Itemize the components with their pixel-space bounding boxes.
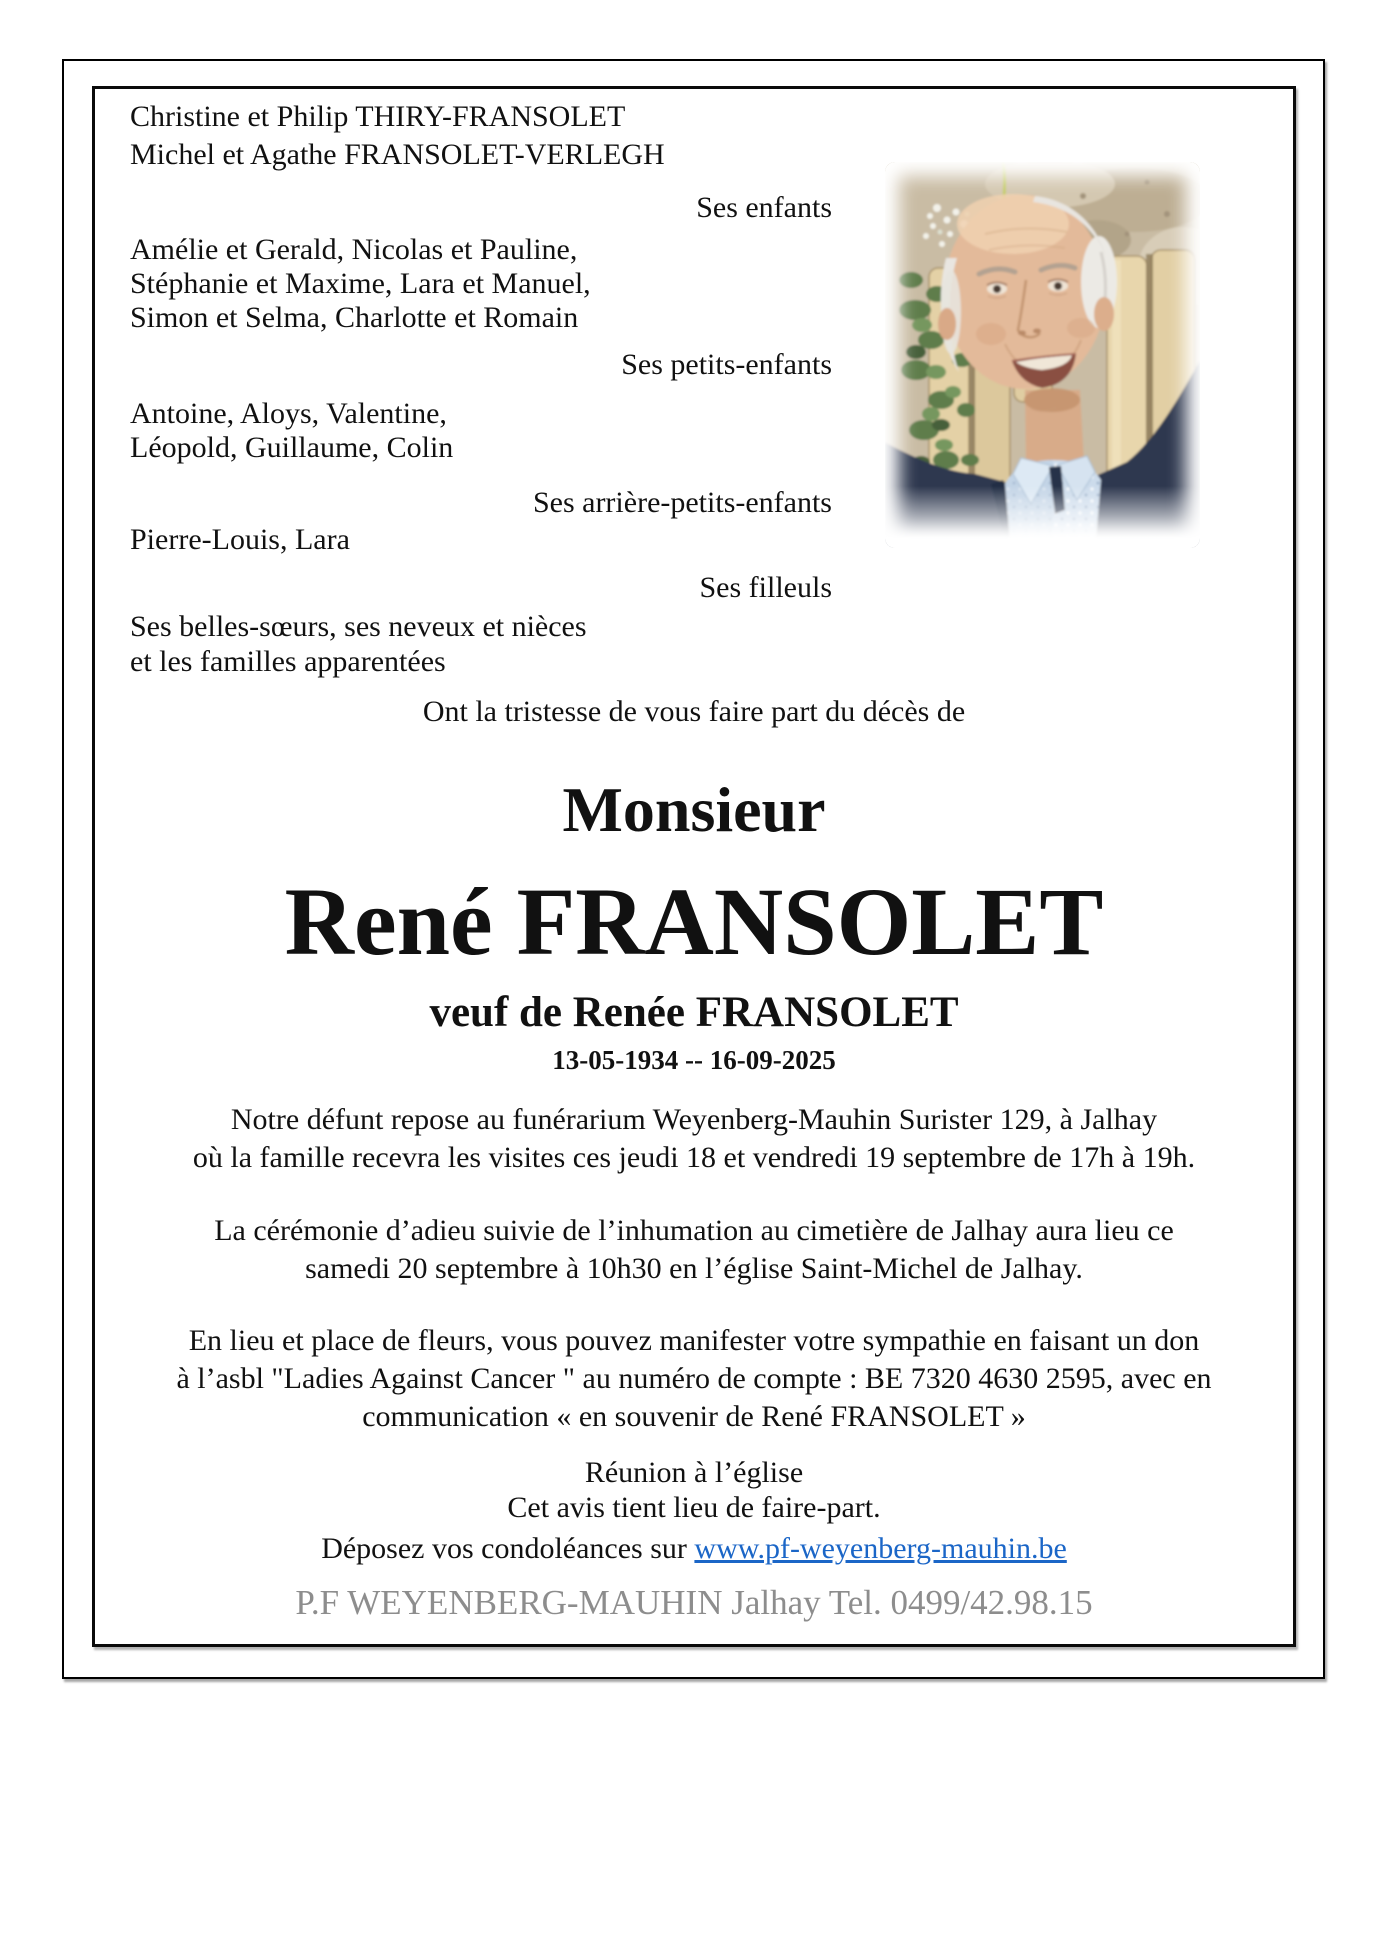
note-faire-part: Cet avis tient lieu de faire-part.	[507, 1491, 881, 1524]
paragraph-line: La cérémonie d’adieu suivie de l’inhumation au cimetière de Jalhay aura lieu ce	[214, 1214, 1174, 1247]
parents-line: Michel et Agathe FRANSOLET-VERLEGH	[130, 138, 665, 171]
deceased-portrait-illustration	[885, 162, 1200, 548]
parents-line: Christine et Philip THIRY-FRANSOLET	[130, 100, 626, 133]
deceased-photo	[885, 162, 1200, 548]
grandchildren-names	[130, 397, 453, 465]
paragraph-line: à l’asbl "Ladies Against Cancer " au numéro de compte : BE 7320 4630 2595, avec en	[176, 1362, 1212, 1395]
name-line: Pierre-Louis, Lara	[130, 523, 350, 556]
name-line: Simon et Selma, Charlotte et Romain	[130, 301, 579, 334]
children-names	[130, 233, 591, 335]
label-ses-enfants: Ses enfants	[696, 191, 832, 224]
name-line: et les familles apparentées	[130, 645, 446, 678]
deceased-title: Monsieur	[562, 774, 826, 845]
paragraph-ceremonie	[92, 1212, 1296, 1288]
paragraph-repose	[92, 1101, 1296, 1177]
name-line: Amélie et Gerald, Nicolas et Pauline,	[130, 233, 578, 266]
deceased-dates: 13-05-1934 -- 16-09-2025	[552, 1045, 836, 1075]
condolences-link[interactable]: www.pf-weyenberg-mauhin.be	[694, 1532, 1067, 1565]
condolences-line	[92, 1530, 1296, 1568]
name-line: Léopold, Guillaume, Colin	[130, 431, 454, 464]
extended-family-lines	[130, 609, 587, 679]
announcement-intro: Ont la tristesse de vous faire part du décès de	[422, 695, 966, 728]
great-grandchildren-names	[130, 523, 350, 557]
name-line: Stéphanie et Maxime, Lara et Manuel,	[130, 267, 591, 300]
paragraph-line: Notre défunt repose au funérarium Weyenberg-Mauhin Surister 129, à Jalhay	[230, 1103, 1158, 1136]
condolences-prefix: Déposez vos condoléances sur	[321, 1532, 695, 1565]
funeral-home-footer: P.F WEYENBERG-MAUHIN Jalhay Tel. 0499/42.98.15	[295, 1583, 1093, 1622]
label-ses-filleuls: Ses filleuls	[699, 571, 832, 604]
parents-block	[130, 98, 665, 174]
paragraph-line: où la famille recevra les visites ces jeudi 18 et vendredi 19 septembre de 17h à 19h.	[192, 1141, 1196, 1174]
paragraph-line: samedi 20 septembre à 10h30 en l’église Saint-Michel de Jalhay.	[305, 1252, 1083, 1285]
paragraph-line: En lieu et place de fleurs, vous pouvez manifester votre sympathie en faisant un don	[188, 1324, 1200, 1357]
paragraph-don	[92, 1322, 1296, 1436]
paragraph-line: communication « en souvenir de René FRANSOLET »	[362, 1400, 1026, 1433]
label-ses-petits-enfants: Ses petits-enfants	[621, 348, 832, 381]
note-reunion: Réunion à l’église	[584, 1456, 804, 1489]
deceased-widower-line: veuf de Renée FRANSOLET	[429, 989, 959, 1036]
notes-block	[92, 1455, 1296, 1525]
name-line: Antoine, Aloys, Valentine,	[130, 397, 447, 430]
name-line: Ses belles-sœurs, ses neveux et nièces	[130, 610, 587, 643]
label-arriere-petits-enfants: Ses arrière-petits-enfants	[532, 486, 832, 519]
deceased-name: René FRANSOLET	[284, 868, 1104, 975]
